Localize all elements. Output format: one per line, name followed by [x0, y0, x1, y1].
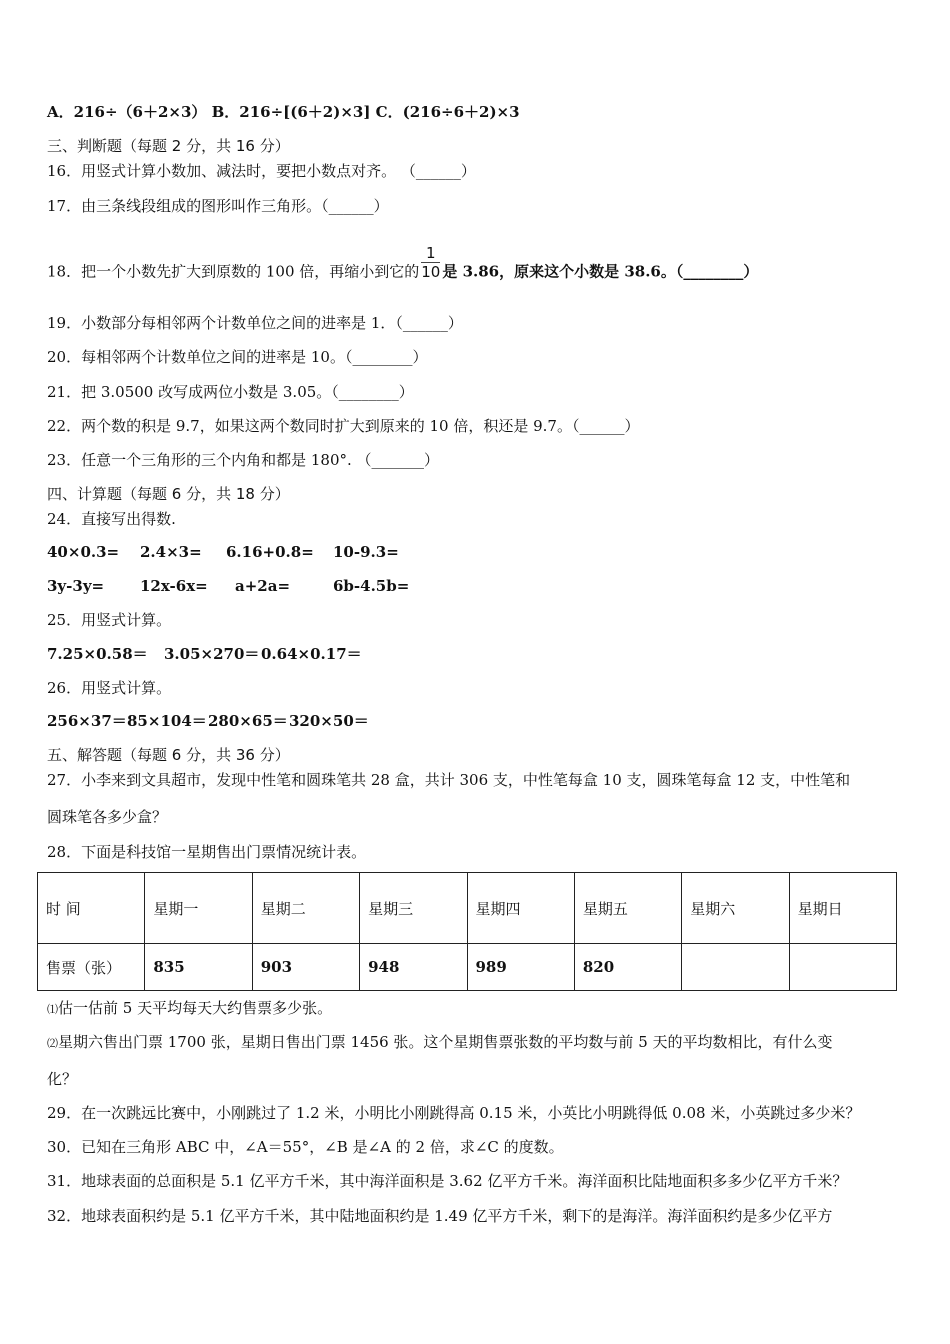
- calc-item: 6b-4.5b=: [333, 577, 410, 595]
- question-29: 29．在一次跳远比赛中，小刚跳过了 1.2 米，小明比小刚跳得高 0.15 米，小英比小明跳得低 0.08 米，小英跳过多少米？: [47, 1104, 861, 1122]
- calc-item: 6.16+0.8=: [226, 543, 314, 561]
- fraction-one-tenth: [421, 244, 440, 281]
- q18-text-pre: 18．把一个小数先扩大到原数的 100 倍，再缩小到它的: [47, 262, 420, 281]
- table-cell: 989: [467, 944, 574, 991]
- table-cell: 948: [360, 944, 467, 991]
- table-header-row: [38, 873, 897, 944]
- table-cell: 820: [574, 944, 681, 991]
- question-27-line-1: 27．小李来到文具超市，发现中性笔和圆珠笔共 28 盒，共计 306 支，中性笔每盒 10 支，圆珠笔每盒 12 支，中性笔和: [47, 771, 851, 789]
- question-27-line-2: 圆珠笔各多少盒？: [47, 808, 168, 826]
- table-cell: 星期一: [145, 873, 252, 944]
- question-28-part-2: [47, 1032, 833, 1054]
- part-text: 星期六售出门票 1700 张，星期日售出门票 1456 张。这个星期售票张数的平均数与前 5 天的平均数相比，有什么变: [58, 1033, 833, 1051]
- table-cell: 时 间: [38, 873, 145, 944]
- section-5-heading: 五、解答题（每题 6 分，共 36 分）: [47, 746, 290, 764]
- table-cell: 星期四: [467, 873, 574, 944]
- calc-item: 0.64×0.17＝: [261, 645, 362, 663]
- calc-item: 10-9.3=: [333, 543, 399, 561]
- table-row: [38, 944, 897, 991]
- question-21: 21．把 3.0500 改写成两位小数是 3.05。（________）: [47, 383, 414, 401]
- part-text: 估一估前 5 天平均每天大约售票多少张。: [58, 999, 333, 1017]
- table-cell: [682, 944, 789, 991]
- calc-item: 7.25×0.58＝: [47, 645, 148, 663]
- section-3-heading: 三、判断题（每题 2 分，共 16 分）: [47, 137, 290, 155]
- table-cell: [789, 944, 896, 991]
- part-marker: ⑴: [47, 1003, 58, 1016]
- table-cell: 星期六: [682, 873, 789, 944]
- calc-item: 40×0.3=: [47, 543, 120, 561]
- calc-item: 85×104＝: [127, 712, 207, 730]
- q24-row-1: [47, 542, 399, 562]
- question-20: 20．每相邻两个计数单位之间的进率是 10。（________）: [47, 348, 428, 366]
- question-24: 24．直接写出得数.: [47, 510, 176, 528]
- question-26: 26．用竖式计算。: [47, 679, 172, 697]
- q24-row-2: [47, 576, 409, 596]
- table-cell: 星期日: [789, 873, 896, 944]
- question-23: 23．任意一个三角形的三个内角和都是 180°. （_______）: [47, 451, 440, 469]
- calc-item: 256×37＝: [47, 712, 127, 730]
- calc-item: 12x-6x=: [140, 577, 208, 595]
- fraction-denominator: 10: [421, 263, 441, 281]
- question-31: 31．地球表面的总面积是 5.1 亿平方千米，其中海洋面积是 3.62 亿平方千米。海洋面积比陆地面积多多少亿平方千米？: [47, 1172, 848, 1190]
- question-30: 30．已知在三角形 ABC 中，∠A＝55°，∠B 是∠A 的 2 倍，求∠C 的度数。: [47, 1138, 564, 1156]
- q25-items: [47, 644, 362, 664]
- table-cell: 星期二: [252, 873, 359, 944]
- question-19: 19．小数部分每相邻两个计数单位之间的进率是 1．（______）: [47, 314, 463, 332]
- calc-item: 2.4×3=: [140, 543, 202, 561]
- part-marker: ⑵: [47, 1037, 58, 1050]
- table-cell: 售票（张）: [38, 944, 145, 991]
- q18-text-post: 是 3.86，原来这个小数是 38.6。（________）: [442, 262, 759, 281]
- table-cell: 星期五: [574, 873, 681, 944]
- q15-options: A．216÷（6＋2×3） B．216÷[(6＋2)×3] C．(216÷6＋2)×3: [47, 103, 520, 121]
- fraction-numerator: 1: [426, 244, 436, 262]
- calc-item: 3.05×270＝: [164, 645, 260, 663]
- table-cell: 星期三: [360, 873, 467, 944]
- table-cell: 903: [252, 944, 359, 991]
- question-25: 25．用竖式计算。: [47, 611, 172, 629]
- question-17: 17．由三条线段组成的图形叫作三角形。（______）: [47, 197, 389, 215]
- calc-item: 3y-3y=: [47, 577, 105, 595]
- question-16: 16．用竖式计算小数加、减法时，要把小数点对齐。 （______）: [47, 162, 476, 180]
- question-32: 32．地球表面积约是 5.1 亿平方千米，其中陆地面积约是 1.49 亿平方千米，剩下的是海洋。海洋面积约是多少亿平方: [47, 1207, 833, 1225]
- question-18: [47, 244, 759, 291]
- question-28: 28．下面是科技馆一星期售出门票情况统计表。: [47, 843, 367, 861]
- question-28-part-2-line-2: 化？: [47, 1070, 78, 1088]
- table-cell: 835: [145, 944, 252, 991]
- q26-items: [47, 711, 369, 731]
- calc-item: a+2a=: [235, 577, 291, 595]
- question-22: 22．两个数的积是 9.7，如果这两个数同时扩大到原来的 10 倍，积还是 9.7。（______）: [47, 417, 640, 435]
- ticket-sales-table: [37, 872, 897, 991]
- calc-item: 320×50＝: [289, 712, 369, 730]
- calc-item: 280×65＝: [208, 712, 288, 730]
- question-28-part-1: [47, 998, 332, 1020]
- section-4-heading: 四、计算题（每题 6 分，共 18 分）: [47, 485, 290, 503]
